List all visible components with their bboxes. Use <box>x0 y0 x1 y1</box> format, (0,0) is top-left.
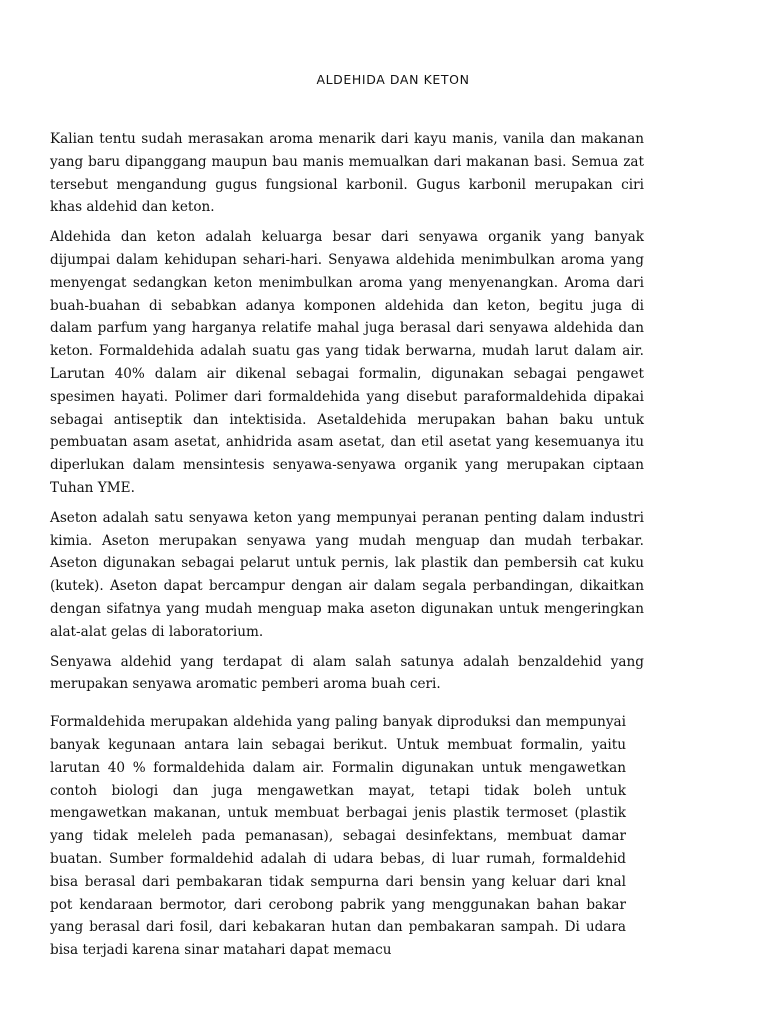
paragraph-aseton: Aseton adalah satu senyawa keton yang mempunyai peranan penting dalam industri kimia. Aseton merupakan senyawa yang mudah menguap dan mudah terbakar. Aseton digunakan sebagai pelarut untuk pernis, lak plastik dan pembersih cat kuku (kutek). Aseton dapat bercampur dengan air dalam segala perbandingan, dikaitkan dengan sifatnya yang mudah menguap maka aseton digunakan untuk mengeringkan alat-alat gelas di laboratorium. <box>50 509 644 640</box>
paragraph-aldehida-keton: Aldehida dan keton adalah keluarga besar dari senyawa organik yang banyak dijumpai dalam kehidupan sehari-hari. Senyawa aldehida menimbulkan aroma yang menyengat sedangkan keton menimbulkan aroma yang menyenangkan. Aroma dari buah-buahan di sebabkan adanya komponen aldehida dan keton, begitu juga di dalam parfum yang harganya relatife mahal juga berasal dari senyawa aldehida dan keton. Formaldehida adalah suatu gas yang tidak berwarna, mudah larut dalam air. Larutan 40% dalam air dikenal sebagai formalin, digunakan sebagai pengawet spesimen hayati. Polimer dari formaldehida yang disebut paraformaldehida dipakai sebagai antiseptik dan intektisida. Asetaldehida merupakan bahan baku untuk pembuatan asam asetat, anhidrida asam asetat, dan etil asetat yang kesemuanya itu diperlukan dalam mensintesis senyawa-senyawa organik yang merupakan ciptaan Tuhan YME. <box>50 229 644 496</box>
paragraph-intro: Kalian tentu sudah merasakan aroma menarik dari kayu manis, vanila dan makanan yang baru dipanggang maupun bau manis memualkan dari makanan basi. Semua zat tersebut mengandung gugus fungsional karbonil. Gugus karbonil merupakan ciri khas aldehid dan keton. <box>50 131 644 216</box>
document-body <box>50 128 644 969</box>
paragraph-formaldehida: Formaldehida merupakan aldehida yang paling banyak diproduksi dan mempunyai banyak kegunaan antara lain sebagai berikut. Untuk membuat formalin, yaitu larutan 40 % formaldehida dalam air. Formalin digunakan untuk mengawetkan contoh biologi dan juga mengawetkan mayat, tetapi tidak boleh untuk mengawetkan makanan, untuk membuat berbagai jenis plastik termoset (plastik yang tidak meleleh pada pemanasan), sebagai desinfektans, membuat damar buatan. Sumber formaldehid adalah di udara bebas, di luar rumah, formaldehid bisa berasal dari pembakaran tidak sempurna dari bensin yang keluar dari knal pot kendaraan bermotor, dari cerobong pabrik yang menggunakan bahan bakar yang berasal dari fosil, dari kebakaran hutan dan pembakaran sampah. Di udara bisa terjadi karena sinar matahari dapat memacu <box>50 714 626 959</box>
document-title: ALDEHIDA DAN KETON <box>316 72 470 87</box>
paragraph-benzaldehid: Senyawa aldehid yang terdapat di alam salah satunya adalah benzaldehid yang merupakan senyawa aromatic pemberi aroma buah ceri. <box>50 653 644 693</box>
